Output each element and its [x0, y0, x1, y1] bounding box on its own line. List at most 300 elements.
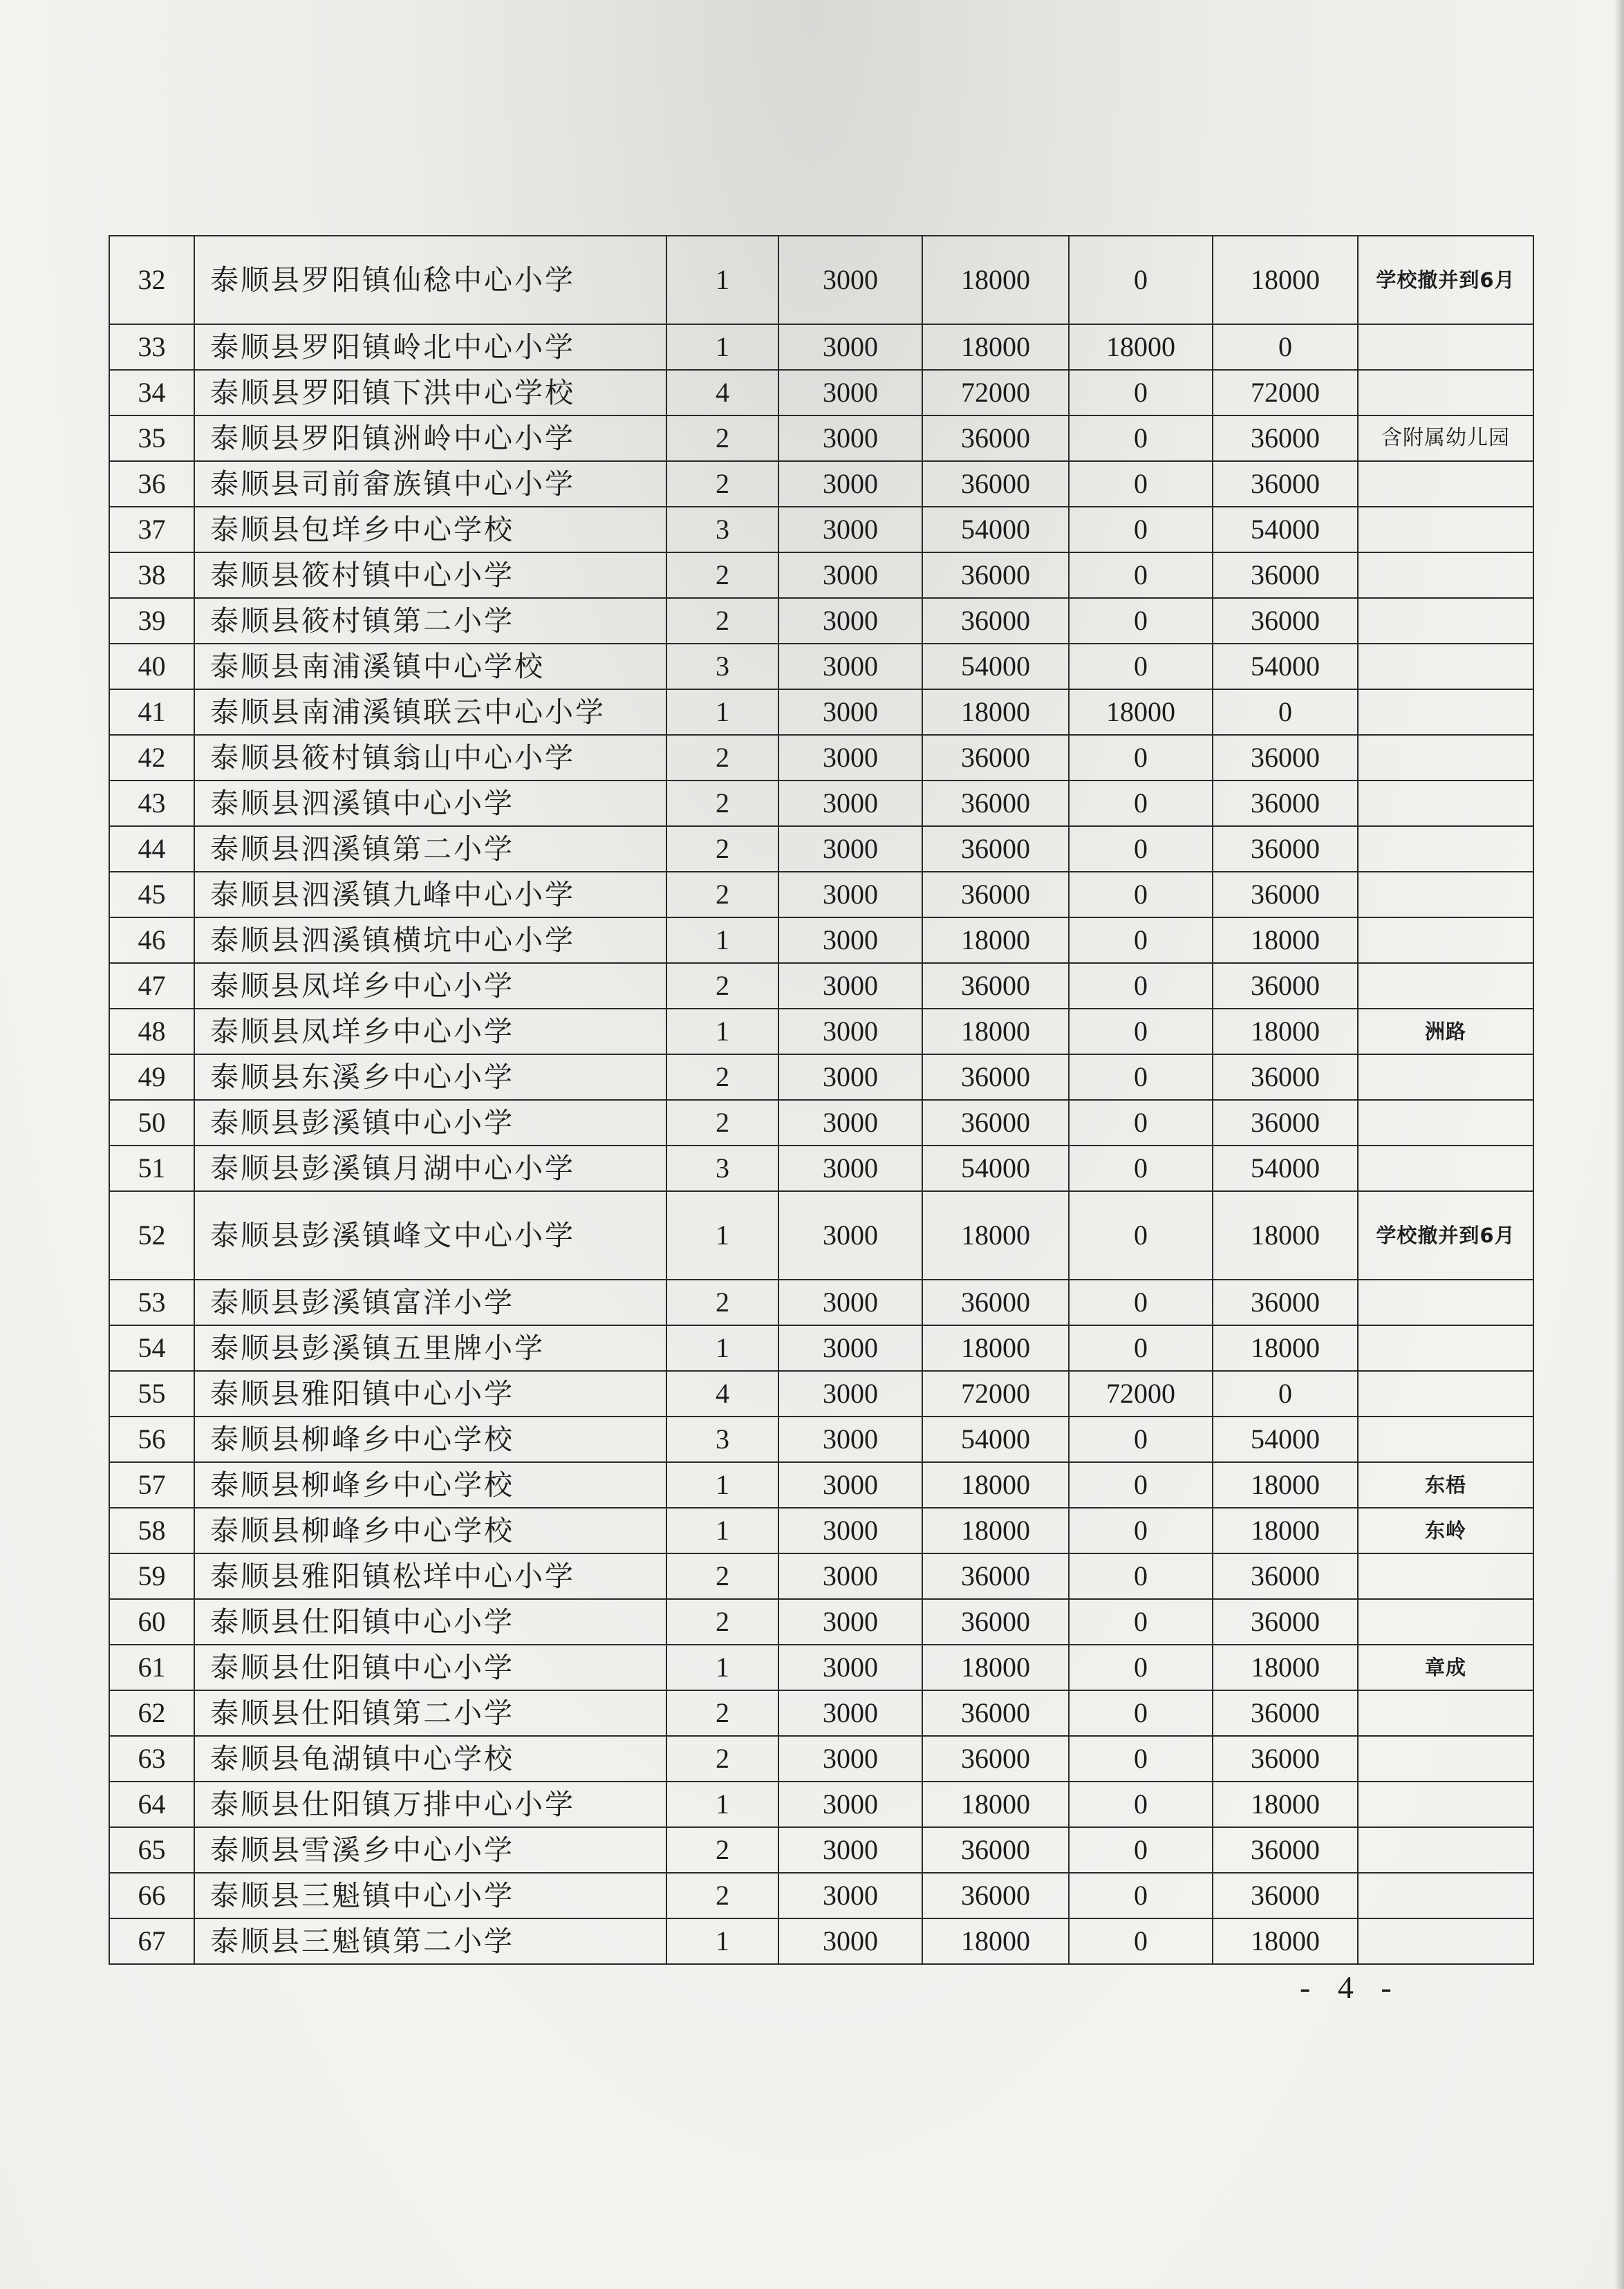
cell-row-number: 46: [109, 917, 194, 963]
cell-count: 2: [666, 461, 778, 507]
cell-paid: 0: [1069, 552, 1213, 598]
table-row: [109, 1191, 1533, 1280]
cell-standard: 3000: [778, 1417, 922, 1462]
cell-standard: 3000: [778, 415, 922, 461]
cell-count: 3: [666, 644, 778, 689]
cell-count: 1: [666, 1191, 778, 1280]
cell-balance: 36000: [1213, 1690, 1358, 1736]
table-row: [109, 1417, 1533, 1462]
cell-note: [1358, 689, 1533, 735]
cell-total: 54000: [922, 507, 1069, 552]
table-row: [109, 689, 1533, 735]
cell-school-name: 泰顺县筱村镇第二小学: [194, 598, 666, 644]
cell-standard: 3000: [778, 461, 922, 507]
cell-paid: 0: [1069, 507, 1213, 552]
cell-school-name: 泰顺县凤垟乡中心小学: [194, 1009, 666, 1054]
cell-total: 18000: [922, 324, 1069, 370]
cell-count: 4: [666, 370, 778, 415]
cell-total: 36000: [922, 1873, 1069, 1918]
cell-school-name: 泰顺县泗溪镇第二小学: [194, 826, 666, 872]
cell-balance: 0: [1213, 689, 1358, 735]
cell-balance: 36000: [1213, 552, 1358, 598]
cell-note: [1358, 735, 1533, 781]
table-row: [109, 735, 1533, 781]
cell-total: 54000: [922, 1146, 1069, 1191]
table-row: [109, 781, 1533, 826]
cell-paid: 0: [1069, 461, 1213, 507]
cell-school-name: 泰顺县包垟乡中心学校: [194, 507, 666, 552]
table-row: [109, 1280, 1533, 1325]
cell-balance: 36000: [1213, 598, 1358, 644]
cell-paid: 0: [1069, 415, 1213, 461]
cell-row-number: 48: [109, 1009, 194, 1054]
cell-row-number: 59: [109, 1553, 194, 1599]
cell-balance: 72000: [1213, 370, 1358, 415]
cell-school-name: 泰顺县筱村镇中心小学: [194, 552, 666, 598]
cell-school-name: 泰顺县柳峰乡中心学校: [194, 1417, 666, 1462]
cell-row-number: 62: [109, 1690, 194, 1736]
page-number: - 4 -: [1300, 1970, 1401, 2005]
table-row: [109, 1508, 1533, 1553]
table-body: [109, 236, 1533, 1964]
cell-row-number: 50: [109, 1100, 194, 1146]
cell-total: 54000: [922, 1417, 1069, 1462]
table-row: [109, 461, 1533, 507]
cell-total: 36000: [922, 1553, 1069, 1599]
cell-school-name: 泰顺县仕阳镇中心小学: [194, 1645, 666, 1690]
cell-row-number: 44: [109, 826, 194, 872]
cell-total: 18000: [922, 236, 1069, 324]
cell-total: 36000: [922, 461, 1069, 507]
cell-standard: 3000: [778, 236, 922, 324]
table-row: [109, 1371, 1533, 1417]
cell-standard: 3000: [778, 781, 922, 826]
cell-paid: 0: [1069, 917, 1213, 963]
cell-note: 含附属幼儿园: [1358, 415, 1533, 461]
cell-count: 1: [666, 1782, 778, 1827]
cell-total: 18000: [922, 1645, 1069, 1690]
cell-balance: 54000: [1213, 507, 1358, 552]
cell-school-name: 泰顺县筱村镇翁山中心小学: [194, 735, 666, 781]
cell-row-number: 45: [109, 872, 194, 917]
cell-balance: 18000: [1213, 236, 1358, 324]
cell-balance: 18000: [1213, 1462, 1358, 1508]
cell-balance: 54000: [1213, 644, 1358, 689]
cell-paid: 72000: [1069, 1371, 1213, 1417]
cell-standard: 3000: [778, 917, 922, 963]
allocation-table: [109, 235, 1534, 1965]
cell-balance: 36000: [1213, 1280, 1358, 1325]
cell-balance: 36000: [1213, 872, 1358, 917]
table-row: [109, 1599, 1533, 1645]
table-row: [109, 1782, 1533, 1827]
cell-balance: 36000: [1213, 415, 1358, 461]
table-row: [109, 598, 1533, 644]
cell-count: 2: [666, 963, 778, 1009]
cell-paid: 0: [1069, 1191, 1213, 1280]
cell-total: 36000: [922, 826, 1069, 872]
table-row: [109, 236, 1533, 324]
cell-balance: 54000: [1213, 1146, 1358, 1191]
cell-total: 36000: [922, 1100, 1069, 1146]
cell-school-name: 泰顺县东溪乡中心小学: [194, 1054, 666, 1100]
table-row: [109, 1827, 1533, 1873]
cell-balance: 36000: [1213, 1736, 1358, 1782]
cell-note: [1358, 507, 1533, 552]
cell-count: 2: [666, 415, 778, 461]
cell-standard: 3000: [778, 1371, 922, 1417]
cell-paid: 0: [1069, 1009, 1213, 1054]
cell-paid: 0: [1069, 1146, 1213, 1191]
cell-paid: 0: [1069, 1417, 1213, 1462]
cell-balance: 36000: [1213, 781, 1358, 826]
cell-balance: 0: [1213, 324, 1358, 370]
cell-total: 72000: [922, 1371, 1069, 1417]
cell-count: 2: [666, 598, 778, 644]
cell-standard: 3000: [778, 963, 922, 1009]
cell-row-number: 53: [109, 1280, 194, 1325]
cell-balance: 36000: [1213, 1553, 1358, 1599]
cell-count: 2: [666, 1690, 778, 1736]
cell-total: 18000: [922, 1325, 1069, 1371]
cell-paid: 0: [1069, 644, 1213, 689]
cell-paid: 18000: [1069, 689, 1213, 735]
cell-note: [1358, 324, 1533, 370]
cell-balance: 36000: [1213, 1100, 1358, 1146]
cell-balance: 36000: [1213, 963, 1358, 1009]
cell-note: [1358, 1918, 1533, 1964]
cell-paid: 0: [1069, 1645, 1213, 1690]
cell-total: 18000: [922, 689, 1069, 735]
cell-total: 36000: [922, 781, 1069, 826]
cell-school-name: 泰顺县罗阳镇岭北中心小学: [194, 324, 666, 370]
cell-count: 2: [666, 1736, 778, 1782]
cell-note: [1358, 1371, 1533, 1417]
cell-standard: 3000: [778, 689, 922, 735]
cell-note: [1358, 781, 1533, 826]
cell-row-number: 40: [109, 644, 194, 689]
cell-school-name: 泰顺县彭溪镇峰文中心小学: [194, 1191, 666, 1280]
cell-school-name: 泰顺县三魁镇第二小学: [194, 1918, 666, 1964]
cell-count: 1: [666, 1009, 778, 1054]
table-row: [109, 1462, 1533, 1508]
table-row: [109, 1918, 1533, 1964]
cell-row-number: 42: [109, 735, 194, 781]
cell-count: 2: [666, 826, 778, 872]
cell-standard: 3000: [778, 370, 922, 415]
cell-standard: 3000: [778, 1690, 922, 1736]
cell-row-number: 34: [109, 370, 194, 415]
cell-count: 2: [666, 872, 778, 917]
table-row: [109, 1736, 1533, 1782]
cell-note: [1358, 826, 1533, 872]
cell-count: 2: [666, 1100, 778, 1146]
cell-count: 1: [666, 324, 778, 370]
cell-count: 2: [666, 552, 778, 598]
cell-row-number: 65: [109, 1827, 194, 1873]
cell-note: [1358, 1553, 1533, 1599]
cell-standard: 3000: [778, 324, 922, 370]
table-row: [109, 1054, 1533, 1100]
cell-row-number: 54: [109, 1325, 194, 1371]
cell-total: 36000: [922, 872, 1069, 917]
cell-total: 18000: [922, 1918, 1069, 1964]
cell-count: 1: [666, 236, 778, 324]
cell-count: 2: [666, 1054, 778, 1100]
cell-row-number: 67: [109, 1918, 194, 1964]
table-row: [109, 917, 1533, 963]
cell-total: 36000: [922, 1827, 1069, 1873]
cell-paid: 0: [1069, 1462, 1213, 1508]
cell-paid: 0: [1069, 1599, 1213, 1645]
cell-count: 2: [666, 1873, 778, 1918]
cell-paid: 0: [1069, 370, 1213, 415]
cell-school-name: 泰顺县南浦溪镇联云中心小学: [194, 689, 666, 735]
cell-total: 36000: [922, 1690, 1069, 1736]
cell-standard: 3000: [778, 735, 922, 781]
table-row: [109, 1100, 1533, 1146]
cell-count: 1: [666, 917, 778, 963]
cell-count: 1: [666, 1325, 778, 1371]
cell-paid: 0: [1069, 1918, 1213, 1964]
cell-paid: 0: [1069, 236, 1213, 324]
cell-balance: 54000: [1213, 1417, 1358, 1462]
cell-row-number: 55: [109, 1371, 194, 1417]
cell-note: [1358, 917, 1533, 963]
cell-note: [1358, 872, 1533, 917]
cell-school-name: 泰顺县柳峰乡中心学校: [194, 1462, 666, 1508]
cell-total: 36000: [922, 1280, 1069, 1325]
cell-count: 2: [666, 1280, 778, 1325]
cell-paid: 0: [1069, 781, 1213, 826]
table-row: [109, 1553, 1533, 1599]
cell-total: 72000: [922, 370, 1069, 415]
cell-paid: 0: [1069, 826, 1213, 872]
cell-school-name: 泰顺县罗阳镇洲岭中心小学: [194, 415, 666, 461]
cell-standard: 3000: [778, 826, 922, 872]
cell-standard: 3000: [778, 1553, 922, 1599]
cell-school-name: 泰顺县雪溪乡中心小学: [194, 1827, 666, 1873]
cell-balance: 18000: [1213, 917, 1358, 963]
table-row: [109, 1690, 1533, 1736]
cell-school-name: 泰顺县三魁镇中心小学: [194, 1873, 666, 1918]
cell-paid: 18000: [1069, 324, 1213, 370]
cell-note: [1358, 1417, 1533, 1462]
cell-standard: 3000: [778, 1146, 922, 1191]
cell-standard: 3000: [778, 1280, 922, 1325]
cell-paid: 0: [1069, 735, 1213, 781]
cell-note: [1358, 1325, 1533, 1371]
cell-count: 1: [666, 1918, 778, 1964]
cell-total: 36000: [922, 415, 1069, 461]
cell-standard: 3000: [778, 1736, 922, 1782]
cell-paid: 0: [1069, 872, 1213, 917]
cell-row-number: 61: [109, 1645, 194, 1690]
cell-total: 36000: [922, 1599, 1069, 1645]
cell-standard: 3000: [778, 1782, 922, 1827]
cell-total: 36000: [922, 963, 1069, 1009]
cell-standard: 3000: [778, 1827, 922, 1873]
cell-note: [1358, 644, 1533, 689]
cell-standard: 3000: [778, 1009, 922, 1054]
cell-note: [1358, 1280, 1533, 1325]
cell-paid: 0: [1069, 1873, 1213, 1918]
cell-paid: 0: [1069, 963, 1213, 1009]
cell-balance: 36000: [1213, 1054, 1358, 1100]
table-row: [109, 644, 1533, 689]
table-row: [109, 415, 1533, 461]
cell-school-name: 泰顺县彭溪镇富洋小学: [194, 1280, 666, 1325]
cell-standard: 3000: [778, 872, 922, 917]
cell-standard: 3000: [778, 1325, 922, 1371]
cell-count: 4: [666, 1371, 778, 1417]
cell-standard: 3000: [778, 1918, 922, 1964]
cell-count: 3: [666, 507, 778, 552]
cell-standard: 3000: [778, 1508, 922, 1553]
cell-total: 18000: [922, 1462, 1069, 1508]
cell-school-name: 泰顺县彭溪镇中心小学: [194, 1100, 666, 1146]
cell-standard: 3000: [778, 1599, 922, 1645]
table-row: [109, 507, 1533, 552]
cell-school-name: 泰顺县泗溪镇九峰中心小学: [194, 872, 666, 917]
cell-count: 1: [666, 689, 778, 735]
cell-note: [1358, 1599, 1533, 1645]
cell-row-number: 57: [109, 1462, 194, 1508]
cell-row-number: 43: [109, 781, 194, 826]
cell-standard: 3000: [778, 552, 922, 598]
cell-paid: 0: [1069, 1508, 1213, 1553]
cell-total: 18000: [922, 917, 1069, 963]
cell-total: 18000: [922, 1782, 1069, 1827]
cell-total: 36000: [922, 1054, 1069, 1100]
cell-row-number: 47: [109, 963, 194, 1009]
cell-school-name: 泰顺县凤垟乡中心小学: [194, 963, 666, 1009]
cell-row-number: 36: [109, 461, 194, 507]
cell-row-number: 41: [109, 689, 194, 735]
cell-balance: 36000: [1213, 826, 1358, 872]
cell-balance: 36000: [1213, 1827, 1358, 1873]
cell-paid: 0: [1069, 1054, 1213, 1100]
cell-school-name: 泰顺县彭溪镇月湖中心小学: [194, 1146, 666, 1191]
cell-paid: 0: [1069, 598, 1213, 644]
cell-standard: 3000: [778, 1873, 922, 1918]
cell-count: 2: [666, 1599, 778, 1645]
cell-paid: 0: [1069, 1553, 1213, 1599]
cell-balance: 18000: [1213, 1782, 1358, 1827]
cell-row-number: 32: [109, 236, 194, 324]
cell-standard: 3000: [778, 1100, 922, 1146]
cell-note: [1358, 1873, 1533, 1918]
cell-row-number: 35: [109, 415, 194, 461]
cell-note: [1358, 1100, 1533, 1146]
table-row: [109, 1873, 1533, 1918]
cell-school-name: 泰顺县南浦溪镇中心学校: [194, 644, 666, 689]
cell-balance: 36000: [1213, 1873, 1358, 1918]
cell-school-name: 泰顺县仕阳镇第二小学: [194, 1690, 666, 1736]
cell-row-number: 58: [109, 1508, 194, 1553]
cell-note: [1358, 1146, 1533, 1191]
cell-note: [1358, 552, 1533, 598]
cell-balance: 36000: [1213, 461, 1358, 507]
cell-row-number: 49: [109, 1054, 194, 1100]
cell-count: 2: [666, 735, 778, 781]
cell-school-name: 泰顺县柳峰乡中心学校: [194, 1508, 666, 1553]
cell-school-name: 泰顺县雅阳镇中心小学: [194, 1371, 666, 1417]
cell-balance: 18000: [1213, 1009, 1358, 1054]
cell-balance: 36000: [1213, 735, 1358, 781]
cell-balance: 18000: [1213, 1508, 1358, 1553]
cell-note: [1358, 461, 1533, 507]
cell-note: [1358, 370, 1533, 415]
cell-balance: 0: [1213, 1371, 1358, 1417]
cell-row-number: 66: [109, 1873, 194, 1918]
cell-note: 东岭: [1358, 1508, 1533, 1553]
cell-balance: 18000: [1213, 1325, 1358, 1371]
cell-count: 2: [666, 1553, 778, 1599]
cell-note: 学校撤并到6月: [1358, 1191, 1533, 1280]
cell-note: [1358, 1782, 1533, 1827]
table-row: [109, 324, 1533, 370]
cell-balance: 18000: [1213, 1645, 1358, 1690]
cell-total: 18000: [922, 1191, 1069, 1280]
cell-count: 1: [666, 1508, 778, 1553]
cell-note: 洲路: [1358, 1009, 1533, 1054]
cell-note: 东梧: [1358, 1462, 1533, 1508]
cell-note: 章成: [1358, 1645, 1533, 1690]
cell-row-number: 52: [109, 1191, 194, 1280]
cell-standard: 3000: [778, 1054, 922, 1100]
cell-balance: 18000: [1213, 1918, 1358, 1964]
cell-school-name: 泰顺县罗阳镇仙稔中心小学: [194, 236, 666, 324]
cell-standard: 3000: [778, 1462, 922, 1508]
cell-paid: 0: [1069, 1690, 1213, 1736]
cell-standard: 3000: [778, 1645, 922, 1690]
cell-standard: 3000: [778, 507, 922, 552]
cell-row-number: 33: [109, 324, 194, 370]
cell-school-name: 泰顺县司前畲族镇中心小学: [194, 461, 666, 507]
cell-standard: 3000: [778, 1191, 922, 1280]
cell-standard: 3000: [778, 598, 922, 644]
cell-school-name: 泰顺县罗阳镇下洪中心学校: [194, 370, 666, 415]
cell-total: 36000: [922, 735, 1069, 781]
cell-count: 3: [666, 1417, 778, 1462]
cell-row-number: 37: [109, 507, 194, 552]
cell-note: [1358, 1827, 1533, 1873]
cell-count: 2: [666, 1827, 778, 1873]
cell-note: [1358, 598, 1533, 644]
cell-row-number: 64: [109, 1782, 194, 1827]
table-row: [109, 552, 1533, 598]
cell-note: 学校撤并到6月: [1358, 236, 1533, 324]
cell-school-name: 泰顺县龟湖镇中心学校: [194, 1736, 666, 1782]
table-row: [109, 370, 1533, 415]
cell-total: 18000: [922, 1508, 1069, 1553]
cell-balance: 36000: [1213, 1599, 1358, 1645]
table-row: [109, 963, 1533, 1009]
cell-school-name: 泰顺县仕阳镇中心小学: [194, 1599, 666, 1645]
table-row: [109, 1325, 1533, 1371]
cell-balance: 18000: [1213, 1191, 1358, 1280]
cell-paid: 0: [1069, 1827, 1213, 1873]
cell-paid: 0: [1069, 1736, 1213, 1782]
cell-row-number: 39: [109, 598, 194, 644]
cell-standard: 3000: [778, 644, 922, 689]
cell-row-number: 56: [109, 1417, 194, 1462]
cell-total: 54000: [922, 644, 1069, 689]
table-row: [109, 826, 1533, 872]
cell-paid: 0: [1069, 1100, 1213, 1146]
page-edge-shadow: [1614, 0, 1624, 2289]
